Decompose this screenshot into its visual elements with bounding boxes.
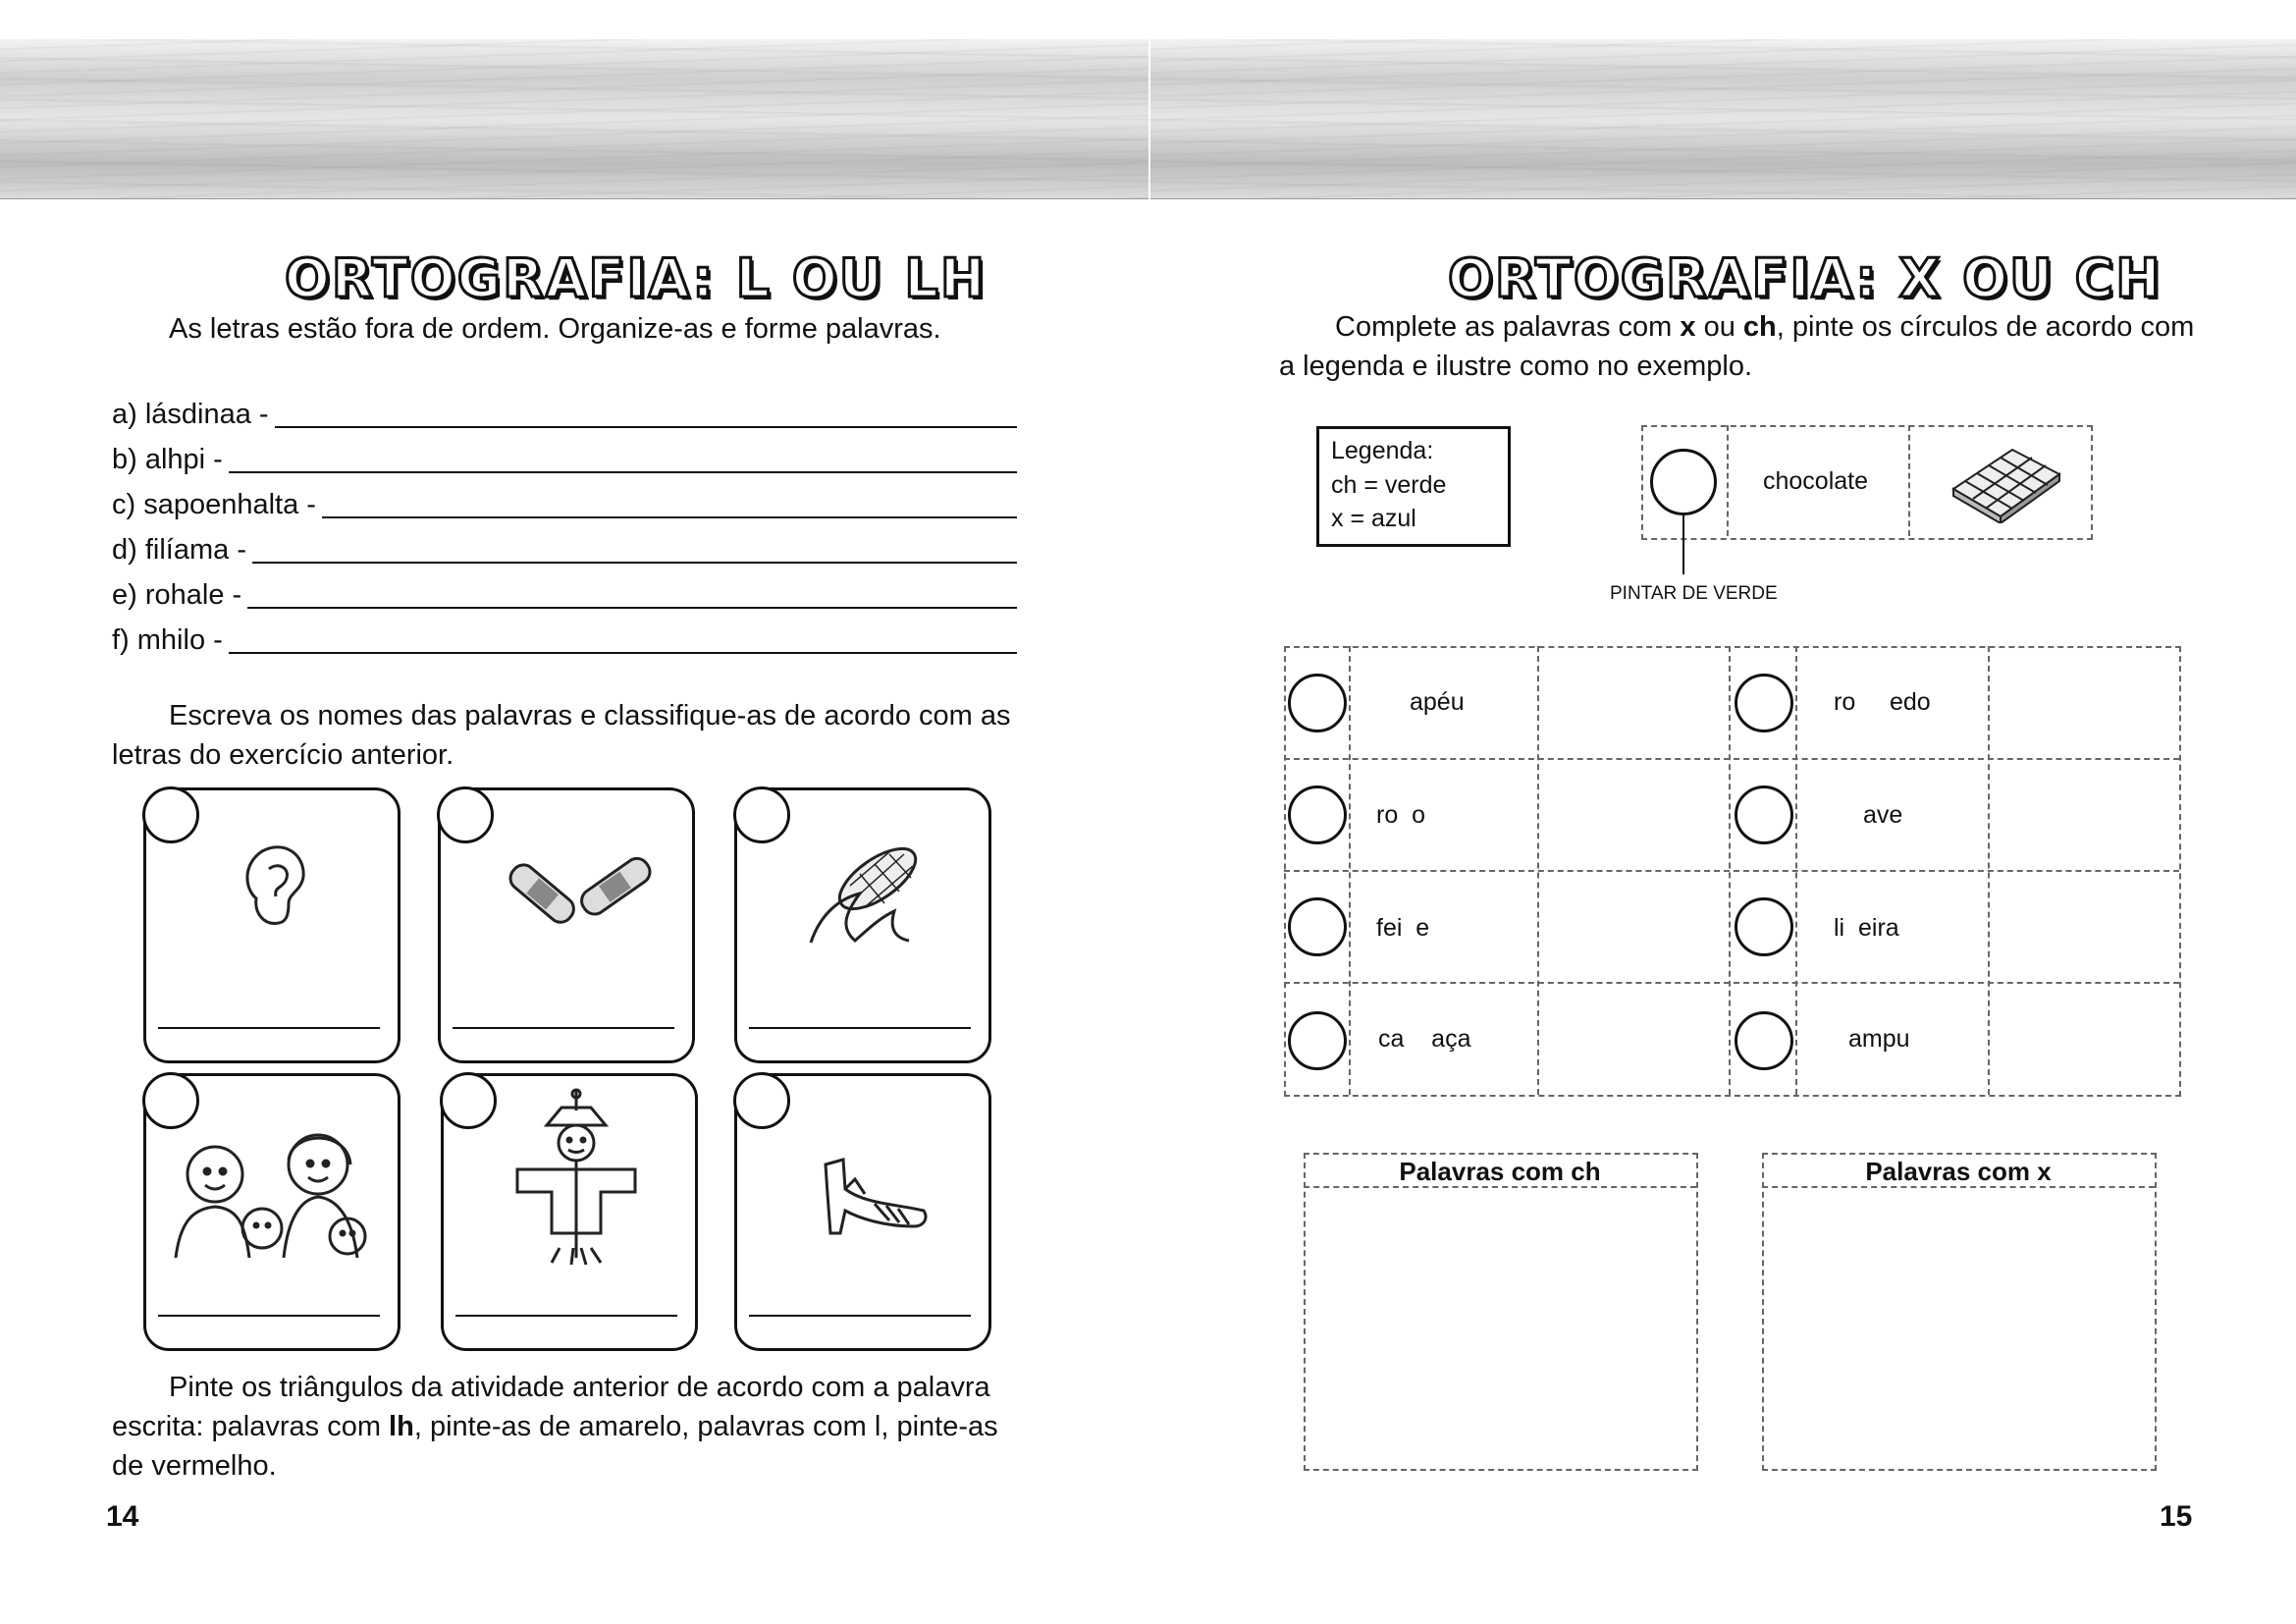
answer-line[interactable] [749,1315,971,1317]
ear-icon [235,839,313,928]
right-instruction-2: a legenda e ilustre como no exemplo. [1279,351,1753,382]
right-wood-banner [1150,39,2296,199]
item-label: c) sapoenhalta - [112,489,316,520]
answer-line[interactable] [158,1315,380,1317]
example-circle[interactable] [1650,449,1717,515]
picture-card-corn[interactable] [734,787,991,1063]
grid-circle[interactable] [1735,897,1793,956]
paint-circle[interactable] [142,786,199,843]
grid-word: ca aça [1378,1025,1471,1053]
item-label: b) alhpi - [112,444,223,475]
box-x-title: Palavras com x [1865,1157,2052,1186]
chocolate-bar-icon [1944,440,2066,523]
legend-title: Legenda: [1331,437,1434,464]
picture-card-shoe[interactable] [734,1073,991,1351]
answer-line[interactable] [455,1315,677,1317]
answer-row-c[interactable] [112,485,1017,524]
example-note: PINTAR DE VERDE [1610,583,1778,604]
text-part: escrita: palavras com [112,1411,390,1442]
grid-word: ro o [1376,801,1426,829]
scarecrow-icon [512,1086,640,1272]
grid-word: fei e [1376,914,1430,942]
left-page-title: ORTOGRAFIA: L OU LH [285,247,988,309]
right-instruction-1 [1335,307,2194,347]
legend-box [1316,426,1511,547]
grid-word: li eira [1834,914,1899,942]
grid-circle[interactable] [1288,674,1347,732]
grid-word: ave [1863,801,1903,829]
box-ch-title: Palavras com ch [1399,1157,1601,1186]
text-part: Complete as palavras com [1335,311,1681,343]
paint-circle[interactable] [733,786,790,843]
page-number-left: 14 [106,1500,139,1533]
left-instruction-3a: Pinte os triângulos da atividade anterior de acordo com a palavra [169,1372,990,1403]
grid-line [1349,646,1351,1095]
grid-circle[interactable] [1735,1011,1793,1070]
text-bold: ch [1742,311,1777,343]
example-pointer-line [1682,514,1684,574]
paint-circle[interactable] [437,786,494,843]
answer-row-d[interactable] [112,530,1017,569]
text-part: , pinte-as de amarelo, palavras com l, pinte-as [413,1411,998,1442]
page-number-right: 15 [2160,1500,2193,1533]
example-divider [1908,425,1910,536]
answer-line[interactable] [158,1027,380,1029]
grid-line [1537,646,1539,1095]
grid-circle[interactable] [1735,785,1793,844]
text-part: ou [1695,311,1743,343]
answer-row-a[interactable] [112,395,1017,434]
grid-circle[interactable] [1288,785,1347,844]
item-label: d) filíama - [112,534,246,566]
paint-circle[interactable] [440,1072,497,1129]
picture-card-ear[interactable] [143,787,400,1063]
text-part: , pinte os círculos de acordo com [1776,311,2195,343]
picture-card-bandage[interactable] [438,787,695,1063]
grid-circle[interactable] [1735,674,1793,732]
text-bold: x [1680,311,1696,343]
grid-line [1795,646,1797,1095]
box-ch[interactable] [1304,1153,1698,1471]
box-x[interactable] [1762,1153,2157,1471]
left-instruction-3c: de vermelho. [112,1450,277,1482]
left-instruction-1: As letras estão fora de ordem. Organize-as e forme palavras. [169,313,941,345]
grid-line [1284,982,2179,984]
picture-card-scarecrow[interactable] [441,1073,698,1351]
left-wood-banner [0,39,1148,199]
text-bold: lh [389,1411,414,1442]
bandage-icon [495,844,662,938]
item-label: f) mhilo - [112,624,223,656]
family-icon [166,1120,382,1268]
answer-row-b[interactable] [112,440,1017,479]
grid-circle[interactable] [1288,897,1347,956]
example-divider [1727,425,1729,536]
answer-line[interactable] [453,1027,674,1029]
example-word: chocolate [1763,467,1869,495]
grid-line [1729,646,1731,1095]
legend-line-1: ch = verde [1331,471,1447,499]
grid-line [1988,646,1990,1095]
grid-word: ro edo [1834,688,1931,716]
legend-line-2: x = azul [1331,505,1416,532]
answer-row-f[interactable] [112,621,1017,660]
left-instruction-2b: letras do exercício anterior. [112,739,454,771]
grid-word: ampu [1848,1025,1910,1053]
left-instruction-2a: Escreva os nomes das palavras e classifique-as de acordo com as [169,700,1011,731]
grid-word: apéu [1410,688,1465,716]
right-page-title: ORTOGRAFIA: X OU CH [1448,247,2163,309]
grid-line [1284,758,2179,760]
shoe-icon [816,1150,934,1238]
grid-circle[interactable] [1288,1011,1347,1070]
corn-icon [801,835,929,947]
left-instruction-3b [112,1407,998,1446]
item-label: e) rohale - [112,579,242,611]
answer-line[interactable] [749,1027,971,1029]
grid-line [1284,870,2179,872]
paint-circle[interactable] [733,1072,790,1129]
picture-card-family[interactable] [143,1073,400,1351]
item-label: a) lásdinaa - [112,399,269,430]
answer-row-e[interactable] [112,575,1017,615]
